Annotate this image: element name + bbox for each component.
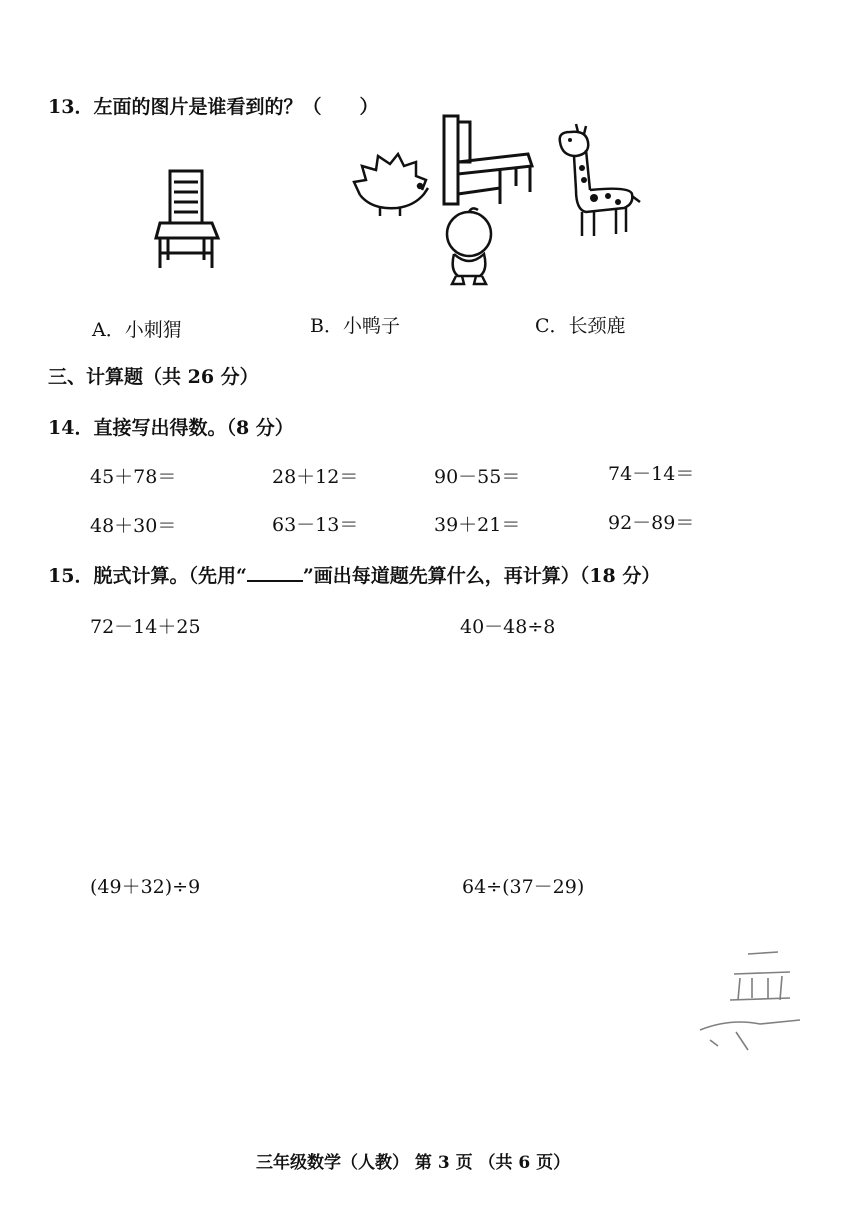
problem-14-6: 63－13＝ bbox=[272, 514, 359, 536]
chair-icon bbox=[440, 114, 535, 209]
question-15-title-start: 15．脱式计算。（先用“ bbox=[48, 565, 247, 587]
option-c: C．长颈鹿 bbox=[535, 315, 626, 337]
option-a: A．小刺猬 bbox=[92, 319, 182, 341]
question-15-title bbox=[48, 561, 660, 588]
problem-14-2: 28＋12＝ bbox=[272, 466, 359, 488]
duckling-icon bbox=[442, 208, 497, 288]
giraffe-icon bbox=[552, 128, 642, 243]
problem-14-8: 92－89＝ bbox=[608, 512, 695, 534]
page-footer: 三年级数学（人教） 第 3 页 （共 6 页） bbox=[256, 1153, 571, 1173]
problem-15-1: 72－14＋25 bbox=[90, 616, 201, 638]
problem-15-3: (49＋32)÷9 bbox=[90, 876, 201, 898]
problem-15-4: 64÷(37－29) bbox=[462, 876, 585, 898]
problem-14-5: 48＋30＝ bbox=[90, 515, 177, 537]
underline-blank bbox=[247, 566, 303, 582]
hedgehog-icon bbox=[352, 150, 432, 220]
problem-14-1: 45＋78＝ bbox=[90, 466, 177, 488]
chair-icon bbox=[150, 168, 225, 273]
problem-14-7: 39＋21＝ bbox=[434, 514, 521, 536]
option-b: B．小鸭子 bbox=[310, 315, 400, 337]
question-15-title-end: ”画出每道题先算什么，再计算）（18 分） bbox=[302, 565, 661, 587]
problem-14-4: 74－14＝ bbox=[608, 463, 695, 485]
section-3-title: 三、计算题（共 26 分） bbox=[48, 366, 259, 388]
question-14-title: 14．直接写出得数。（8 分） bbox=[48, 417, 294, 439]
pencil-mark bbox=[690, 948, 820, 1058]
problem-15-2: 40－48÷8 bbox=[460, 616, 556, 638]
question-13-title: 13．左面的图片是谁看到的？（ ） bbox=[48, 96, 379, 118]
problem-14-3: 90－55＝ bbox=[434, 466, 521, 488]
